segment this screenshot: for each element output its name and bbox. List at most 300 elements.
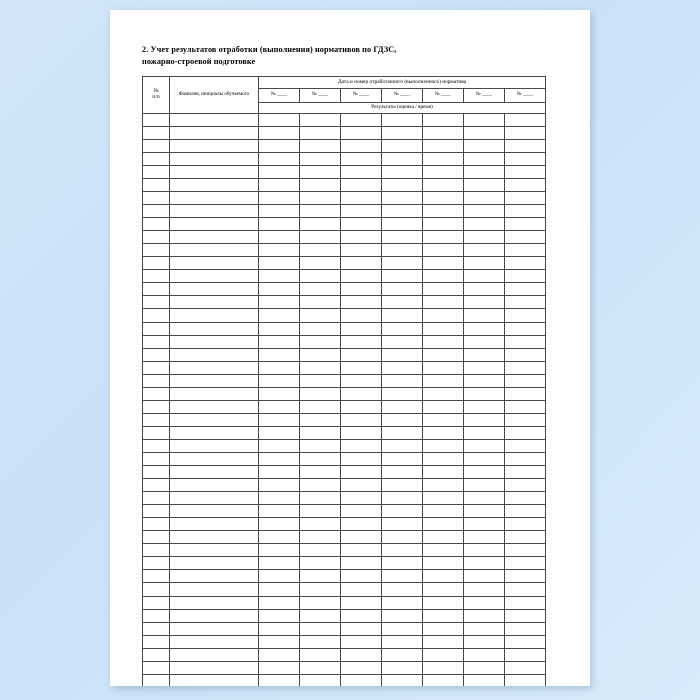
cell-result-5[interactable] <box>423 218 464 231</box>
cell-result-7[interactable] <box>505 648 546 661</box>
cell-result-5[interactable] <box>423 165 464 178</box>
table-row[interactable] <box>143 531 546 544</box>
cell-result-1[interactable] <box>259 387 300 400</box>
cell-result-6[interactable] <box>464 466 505 479</box>
cell-result-5[interactable] <box>423 635 464 648</box>
cell-result-3[interactable] <box>341 348 382 361</box>
cell-result-1[interactable] <box>259 557 300 570</box>
cell-result-7[interactable] <box>505 335 546 348</box>
cell-result-6[interactable] <box>464 361 505 374</box>
table-row[interactable] <box>143 426 546 439</box>
table-row[interactable] <box>143 570 546 583</box>
cell-student-name[interactable] <box>170 283 259 296</box>
cell-result-6[interactable] <box>464 387 505 400</box>
table-row[interactable] <box>143 374 546 387</box>
cell-number[interactable] <box>143 466 170 479</box>
cell-result-2[interactable] <box>300 583 341 596</box>
cell-result-7[interactable] <box>505 583 546 596</box>
cell-number[interactable] <box>143 439 170 452</box>
cell-student-name[interactable] <box>170 374 259 387</box>
cell-result-5[interactable] <box>423 322 464 335</box>
cell-result-7[interactable] <box>505 518 546 531</box>
cell-result-4[interactable] <box>382 674 423 686</box>
cell-result-6[interactable] <box>464 531 505 544</box>
cell-student-name[interactable] <box>170 152 259 165</box>
cell-result-5[interactable] <box>423 139 464 152</box>
cell-student-name[interactable] <box>170 479 259 492</box>
cell-result-7[interactable] <box>505 139 546 152</box>
cell-student-name[interactable] <box>170 596 259 609</box>
cell-student-name[interactable] <box>170 113 259 126</box>
cell-result-7[interactable] <box>505 570 546 583</box>
cell-result-5[interactable] <box>423 622 464 635</box>
cell-result-6[interactable] <box>464 218 505 231</box>
cell-result-1[interactable] <box>259 361 300 374</box>
cell-result-7[interactable] <box>505 296 546 309</box>
cell-result-6[interactable] <box>464 192 505 205</box>
cell-result-5[interactable] <box>423 439 464 452</box>
cell-student-name[interactable] <box>170 257 259 270</box>
cell-result-3[interactable] <box>341 531 382 544</box>
table-row[interactable] <box>143 283 546 296</box>
cell-result-1[interactable] <box>259 466 300 479</box>
cell-number[interactable] <box>143 661 170 674</box>
cell-result-1[interactable] <box>259 439 300 452</box>
cell-number[interactable] <box>143 218 170 231</box>
cell-result-6[interactable] <box>464 179 505 192</box>
cell-result-6[interactable] <box>464 557 505 570</box>
cell-result-4[interactable] <box>382 335 423 348</box>
cell-result-7[interactable] <box>505 309 546 322</box>
cell-student-name[interactable] <box>170 531 259 544</box>
cell-result-3[interactable] <box>341 244 382 257</box>
table-row[interactable] <box>143 296 546 309</box>
cell-number[interactable] <box>143 192 170 205</box>
cell-result-6[interactable] <box>464 126 505 139</box>
table-row[interactable] <box>143 439 546 452</box>
cell-result-4[interactable] <box>382 387 423 400</box>
cell-result-5[interactable] <box>423 518 464 531</box>
cell-result-7[interactable] <box>505 126 546 139</box>
table-row[interactable] <box>143 661 546 674</box>
cell-result-2[interactable] <box>300 192 341 205</box>
cell-result-3[interactable] <box>341 466 382 479</box>
cell-result-3[interactable] <box>341 309 382 322</box>
cell-result-5[interactable] <box>423 661 464 674</box>
cell-number[interactable] <box>143 635 170 648</box>
cell-result-5[interactable] <box>423 505 464 518</box>
cell-result-2[interactable] <box>300 531 341 544</box>
cell-student-name[interactable] <box>170 205 259 218</box>
cell-result-3[interactable] <box>341 205 382 218</box>
table-row[interactable] <box>143 648 546 661</box>
cell-student-name[interactable] <box>170 192 259 205</box>
cell-result-1[interactable] <box>259 661 300 674</box>
cell-result-1[interactable] <box>259 492 300 505</box>
cell-number[interactable] <box>143 165 170 178</box>
cell-result-6[interactable] <box>464 283 505 296</box>
cell-result-4[interactable] <box>382 505 423 518</box>
cell-result-2[interactable] <box>300 622 341 635</box>
cell-result-5[interactable] <box>423 400 464 413</box>
cell-result-7[interactable] <box>505 218 546 231</box>
cell-student-name[interactable] <box>170 661 259 674</box>
cell-result-1[interactable] <box>259 218 300 231</box>
table-row[interactable] <box>143 322 546 335</box>
cell-result-7[interactable] <box>505 492 546 505</box>
cell-result-6[interactable] <box>464 152 505 165</box>
cell-result-6[interactable] <box>464 231 505 244</box>
cell-result-5[interactable] <box>423 179 464 192</box>
cell-result-7[interactable] <box>505 505 546 518</box>
cell-result-1[interactable] <box>259 322 300 335</box>
cell-result-4[interactable] <box>382 244 423 257</box>
cell-result-5[interactable] <box>423 648 464 661</box>
cell-result-4[interactable] <box>382 283 423 296</box>
cell-result-4[interactable] <box>382 479 423 492</box>
cell-result-4[interactable] <box>382 165 423 178</box>
cell-student-name[interactable] <box>170 413 259 426</box>
cell-result-1[interactable] <box>259 479 300 492</box>
cell-number[interactable] <box>143 179 170 192</box>
cell-student-name[interactable] <box>170 466 259 479</box>
cell-result-7[interactable] <box>505 113 546 126</box>
cell-number[interactable] <box>143 113 170 126</box>
table-row[interactable] <box>143 492 546 505</box>
cell-result-2[interactable] <box>300 270 341 283</box>
cell-result-5[interactable] <box>423 387 464 400</box>
cell-result-3[interactable] <box>341 113 382 126</box>
table-row[interactable] <box>143 674 546 686</box>
cell-result-6[interactable] <box>464 413 505 426</box>
cell-result-7[interactable] <box>505 179 546 192</box>
cell-result-5[interactable] <box>423 244 464 257</box>
cell-result-4[interactable] <box>382 348 423 361</box>
cell-result-2[interactable] <box>300 165 341 178</box>
cell-result-7[interactable] <box>505 557 546 570</box>
cell-result-5[interactable] <box>423 426 464 439</box>
cell-result-7[interactable] <box>505 387 546 400</box>
cell-result-7[interactable] <box>505 244 546 257</box>
cell-result-4[interactable] <box>382 570 423 583</box>
cell-result-6[interactable] <box>464 348 505 361</box>
cell-result-4[interactable] <box>382 218 423 231</box>
cell-result-1[interactable] <box>259 426 300 439</box>
cell-result-4[interactable] <box>382 466 423 479</box>
cell-result-4[interactable] <box>382 296 423 309</box>
cell-result-2[interactable] <box>300 479 341 492</box>
cell-result-5[interactable] <box>423 479 464 492</box>
cell-result-6[interactable] <box>464 165 505 178</box>
cell-result-7[interactable] <box>505 231 546 244</box>
cell-result-6[interactable] <box>464 113 505 126</box>
cell-result-4[interactable] <box>382 648 423 661</box>
cell-result-6[interactable] <box>464 674 505 686</box>
cell-result-3[interactable] <box>341 557 382 570</box>
cell-student-name[interactable] <box>170 348 259 361</box>
cell-result-5[interactable] <box>423 570 464 583</box>
cell-result-5[interactable] <box>423 283 464 296</box>
cell-number[interactable] <box>143 426 170 439</box>
cell-result-4[interactable] <box>382 492 423 505</box>
cell-result-1[interactable] <box>259 622 300 635</box>
cell-result-3[interactable] <box>341 257 382 270</box>
cell-result-6[interactable] <box>464 570 505 583</box>
cell-result-5[interactable] <box>423 531 464 544</box>
cell-student-name[interactable] <box>170 361 259 374</box>
cell-result-7[interactable] <box>505 674 546 686</box>
cell-result-1[interactable] <box>259 570 300 583</box>
table-row[interactable] <box>143 557 546 570</box>
cell-result-5[interactable] <box>423 257 464 270</box>
cell-number[interactable] <box>143 296 170 309</box>
table-row[interactable] <box>143 152 546 165</box>
cell-result-4[interactable] <box>382 192 423 205</box>
cell-result-6[interactable] <box>464 205 505 218</box>
cell-result-7[interactable] <box>505 165 546 178</box>
cell-result-7[interactable] <box>505 348 546 361</box>
table-row[interactable] <box>143 179 546 192</box>
cell-number[interactable] <box>143 674 170 686</box>
cell-result-1[interactable] <box>259 518 300 531</box>
cell-result-4[interactable] <box>382 544 423 557</box>
cell-number[interactable] <box>143 622 170 635</box>
cell-result-5[interactable] <box>423 609 464 622</box>
cell-result-6[interactable] <box>464 609 505 622</box>
table-row[interactable] <box>143 231 546 244</box>
cell-number[interactable] <box>143 152 170 165</box>
cell-result-4[interactable] <box>382 179 423 192</box>
cell-result-1[interactable] <box>259 205 300 218</box>
cell-result-1[interactable] <box>259 609 300 622</box>
cell-result-3[interactable] <box>341 648 382 661</box>
table-row[interactable] <box>143 348 546 361</box>
cell-result-1[interactable] <box>259 505 300 518</box>
cell-result-4[interactable] <box>382 361 423 374</box>
cell-result-2[interactable] <box>300 179 341 192</box>
cell-number[interactable] <box>143 531 170 544</box>
cell-result-7[interactable] <box>505 374 546 387</box>
cell-result-6[interactable] <box>464 518 505 531</box>
cell-result-6[interactable] <box>464 596 505 609</box>
cell-student-name[interactable] <box>170 609 259 622</box>
cell-student-name[interactable] <box>170 453 259 466</box>
cell-result-1[interactable] <box>259 596 300 609</box>
cell-student-name[interactable] <box>170 179 259 192</box>
cell-result-5[interactable] <box>423 466 464 479</box>
cell-student-name[interactable] <box>170 635 259 648</box>
cell-result-2[interactable] <box>300 505 341 518</box>
cell-result-5[interactable] <box>423 231 464 244</box>
cell-result-5[interactable] <box>423 192 464 205</box>
cell-result-1[interactable] <box>259 231 300 244</box>
cell-result-5[interactable] <box>423 152 464 165</box>
cell-result-2[interactable] <box>300 400 341 413</box>
cell-result-7[interactable] <box>505 439 546 452</box>
cell-result-3[interactable] <box>341 218 382 231</box>
table-row[interactable] <box>143 165 546 178</box>
cell-result-4[interactable] <box>382 596 423 609</box>
cell-result-1[interactable] <box>259 165 300 178</box>
cell-number[interactable] <box>143 387 170 400</box>
table-row[interactable] <box>143 270 546 283</box>
cell-result-3[interactable] <box>341 492 382 505</box>
cell-result-7[interactable] <box>505 466 546 479</box>
table-row[interactable] <box>143 205 546 218</box>
cell-result-6[interactable] <box>464 583 505 596</box>
cell-number[interactable] <box>143 244 170 257</box>
cell-student-name[interactable] <box>170 244 259 257</box>
cell-result-6[interactable] <box>464 400 505 413</box>
cell-result-2[interactable] <box>300 609 341 622</box>
cell-result-7[interactable] <box>505 453 546 466</box>
table-row[interactable] <box>143 257 546 270</box>
cell-result-3[interactable] <box>341 296 382 309</box>
cell-result-4[interactable] <box>382 400 423 413</box>
cell-result-2[interactable] <box>300 244 341 257</box>
table-row[interactable] <box>143 400 546 413</box>
cell-result-3[interactable] <box>341 544 382 557</box>
cell-result-3[interactable] <box>341 439 382 452</box>
cell-result-6[interactable] <box>464 270 505 283</box>
cell-student-name[interactable] <box>170 296 259 309</box>
cell-number[interactable] <box>143 609 170 622</box>
cell-result-5[interactable] <box>423 361 464 374</box>
cell-result-1[interactable] <box>259 126 300 139</box>
cell-number[interactable] <box>143 505 170 518</box>
cell-result-1[interactable] <box>259 635 300 648</box>
cell-student-name[interactable] <box>170 309 259 322</box>
cell-result-3[interactable] <box>341 505 382 518</box>
cell-number[interactable] <box>143 322 170 335</box>
cell-result-4[interactable] <box>382 374 423 387</box>
cell-result-4[interactable] <box>382 622 423 635</box>
cell-result-4[interactable] <box>382 453 423 466</box>
cell-result-7[interactable] <box>505 152 546 165</box>
cell-result-1[interactable] <box>259 179 300 192</box>
cell-result-7[interactable] <box>505 661 546 674</box>
cell-result-6[interactable] <box>464 544 505 557</box>
cell-result-4[interactable] <box>382 557 423 570</box>
cell-result-7[interactable] <box>505 400 546 413</box>
cell-result-1[interactable] <box>259 309 300 322</box>
cell-result-2[interactable] <box>300 283 341 296</box>
cell-result-5[interactable] <box>423 583 464 596</box>
table-row[interactable] <box>143 479 546 492</box>
cell-student-name[interactable] <box>170 231 259 244</box>
cell-result-3[interactable] <box>341 139 382 152</box>
cell-result-3[interactable] <box>341 583 382 596</box>
cell-result-6[interactable] <box>464 309 505 322</box>
table-row[interactable] <box>143 139 546 152</box>
cell-student-name[interactable] <box>170 648 259 661</box>
cell-result-3[interactable] <box>341 283 382 296</box>
table-row[interactable] <box>143 244 546 257</box>
cell-result-1[interactable] <box>259 113 300 126</box>
cell-result-2[interactable] <box>300 492 341 505</box>
cell-result-2[interactable] <box>300 348 341 361</box>
cell-result-2[interactable] <box>300 439 341 452</box>
cell-result-1[interactable] <box>259 453 300 466</box>
cell-result-1[interactable] <box>259 674 300 686</box>
cell-number[interactable] <box>143 453 170 466</box>
cell-result-2[interactable] <box>300 309 341 322</box>
cell-result-5[interactable] <box>423 348 464 361</box>
cell-number[interactable] <box>143 544 170 557</box>
cell-result-6[interactable] <box>464 479 505 492</box>
cell-student-name[interactable] <box>170 583 259 596</box>
cell-number[interactable] <box>143 283 170 296</box>
table-row[interactable] <box>143 192 546 205</box>
cell-result-7[interactable] <box>505 361 546 374</box>
cell-result-3[interactable] <box>341 322 382 335</box>
cell-result-6[interactable] <box>464 257 505 270</box>
cell-result-3[interactable] <box>341 479 382 492</box>
cell-result-2[interactable] <box>300 426 341 439</box>
cell-result-2[interactable] <box>300 231 341 244</box>
cell-result-7[interactable] <box>505 192 546 205</box>
cell-result-6[interactable] <box>464 374 505 387</box>
cell-result-1[interactable] <box>259 544 300 557</box>
cell-result-3[interactable] <box>341 192 382 205</box>
cell-result-5[interactable] <box>423 596 464 609</box>
cell-result-3[interactable] <box>341 609 382 622</box>
cell-result-7[interactable] <box>505 544 546 557</box>
cell-result-2[interactable] <box>300 374 341 387</box>
cell-result-1[interactable] <box>259 374 300 387</box>
cell-result-3[interactable] <box>341 165 382 178</box>
cell-result-2[interactable] <box>300 257 341 270</box>
cell-student-name[interactable] <box>170 674 259 686</box>
cell-result-3[interactable] <box>341 635 382 648</box>
table-row[interactable] <box>143 622 546 635</box>
cell-result-2[interactable] <box>300 466 341 479</box>
table-row[interactable] <box>143 596 546 609</box>
cell-result-2[interactable] <box>300 661 341 674</box>
table-row[interactable] <box>143 309 546 322</box>
cell-result-1[interactable] <box>259 335 300 348</box>
cell-result-2[interactable] <box>300 205 341 218</box>
cell-result-2[interactable] <box>300 322 341 335</box>
cell-result-2[interactable] <box>300 557 341 570</box>
cell-result-2[interactable] <box>300 139 341 152</box>
cell-result-1[interactable] <box>259 283 300 296</box>
cell-result-1[interactable] <box>259 257 300 270</box>
table-row[interactable] <box>143 453 546 466</box>
cell-result-2[interactable] <box>300 296 341 309</box>
table-row[interactable] <box>143 126 546 139</box>
cell-result-7[interactable] <box>505 622 546 635</box>
cell-number[interactable] <box>143 557 170 570</box>
cell-student-name[interactable] <box>170 570 259 583</box>
cell-result-6[interactable] <box>464 426 505 439</box>
cell-result-7[interactable] <box>505 283 546 296</box>
cell-result-3[interactable] <box>341 387 382 400</box>
cell-student-name[interactable] <box>170 426 259 439</box>
cell-result-4[interactable] <box>382 413 423 426</box>
cell-result-4[interactable] <box>382 205 423 218</box>
cell-result-4[interactable] <box>382 139 423 152</box>
cell-result-3[interactable] <box>341 426 382 439</box>
table-row[interactable] <box>143 505 546 518</box>
cell-result-5[interactable] <box>423 374 464 387</box>
table-row[interactable] <box>143 335 546 348</box>
cell-result-2[interactable] <box>300 413 341 426</box>
cell-result-4[interactable] <box>382 270 423 283</box>
cell-result-5[interactable] <box>423 492 464 505</box>
cell-result-2[interactable] <box>300 635 341 648</box>
cell-result-5[interactable] <box>423 205 464 218</box>
